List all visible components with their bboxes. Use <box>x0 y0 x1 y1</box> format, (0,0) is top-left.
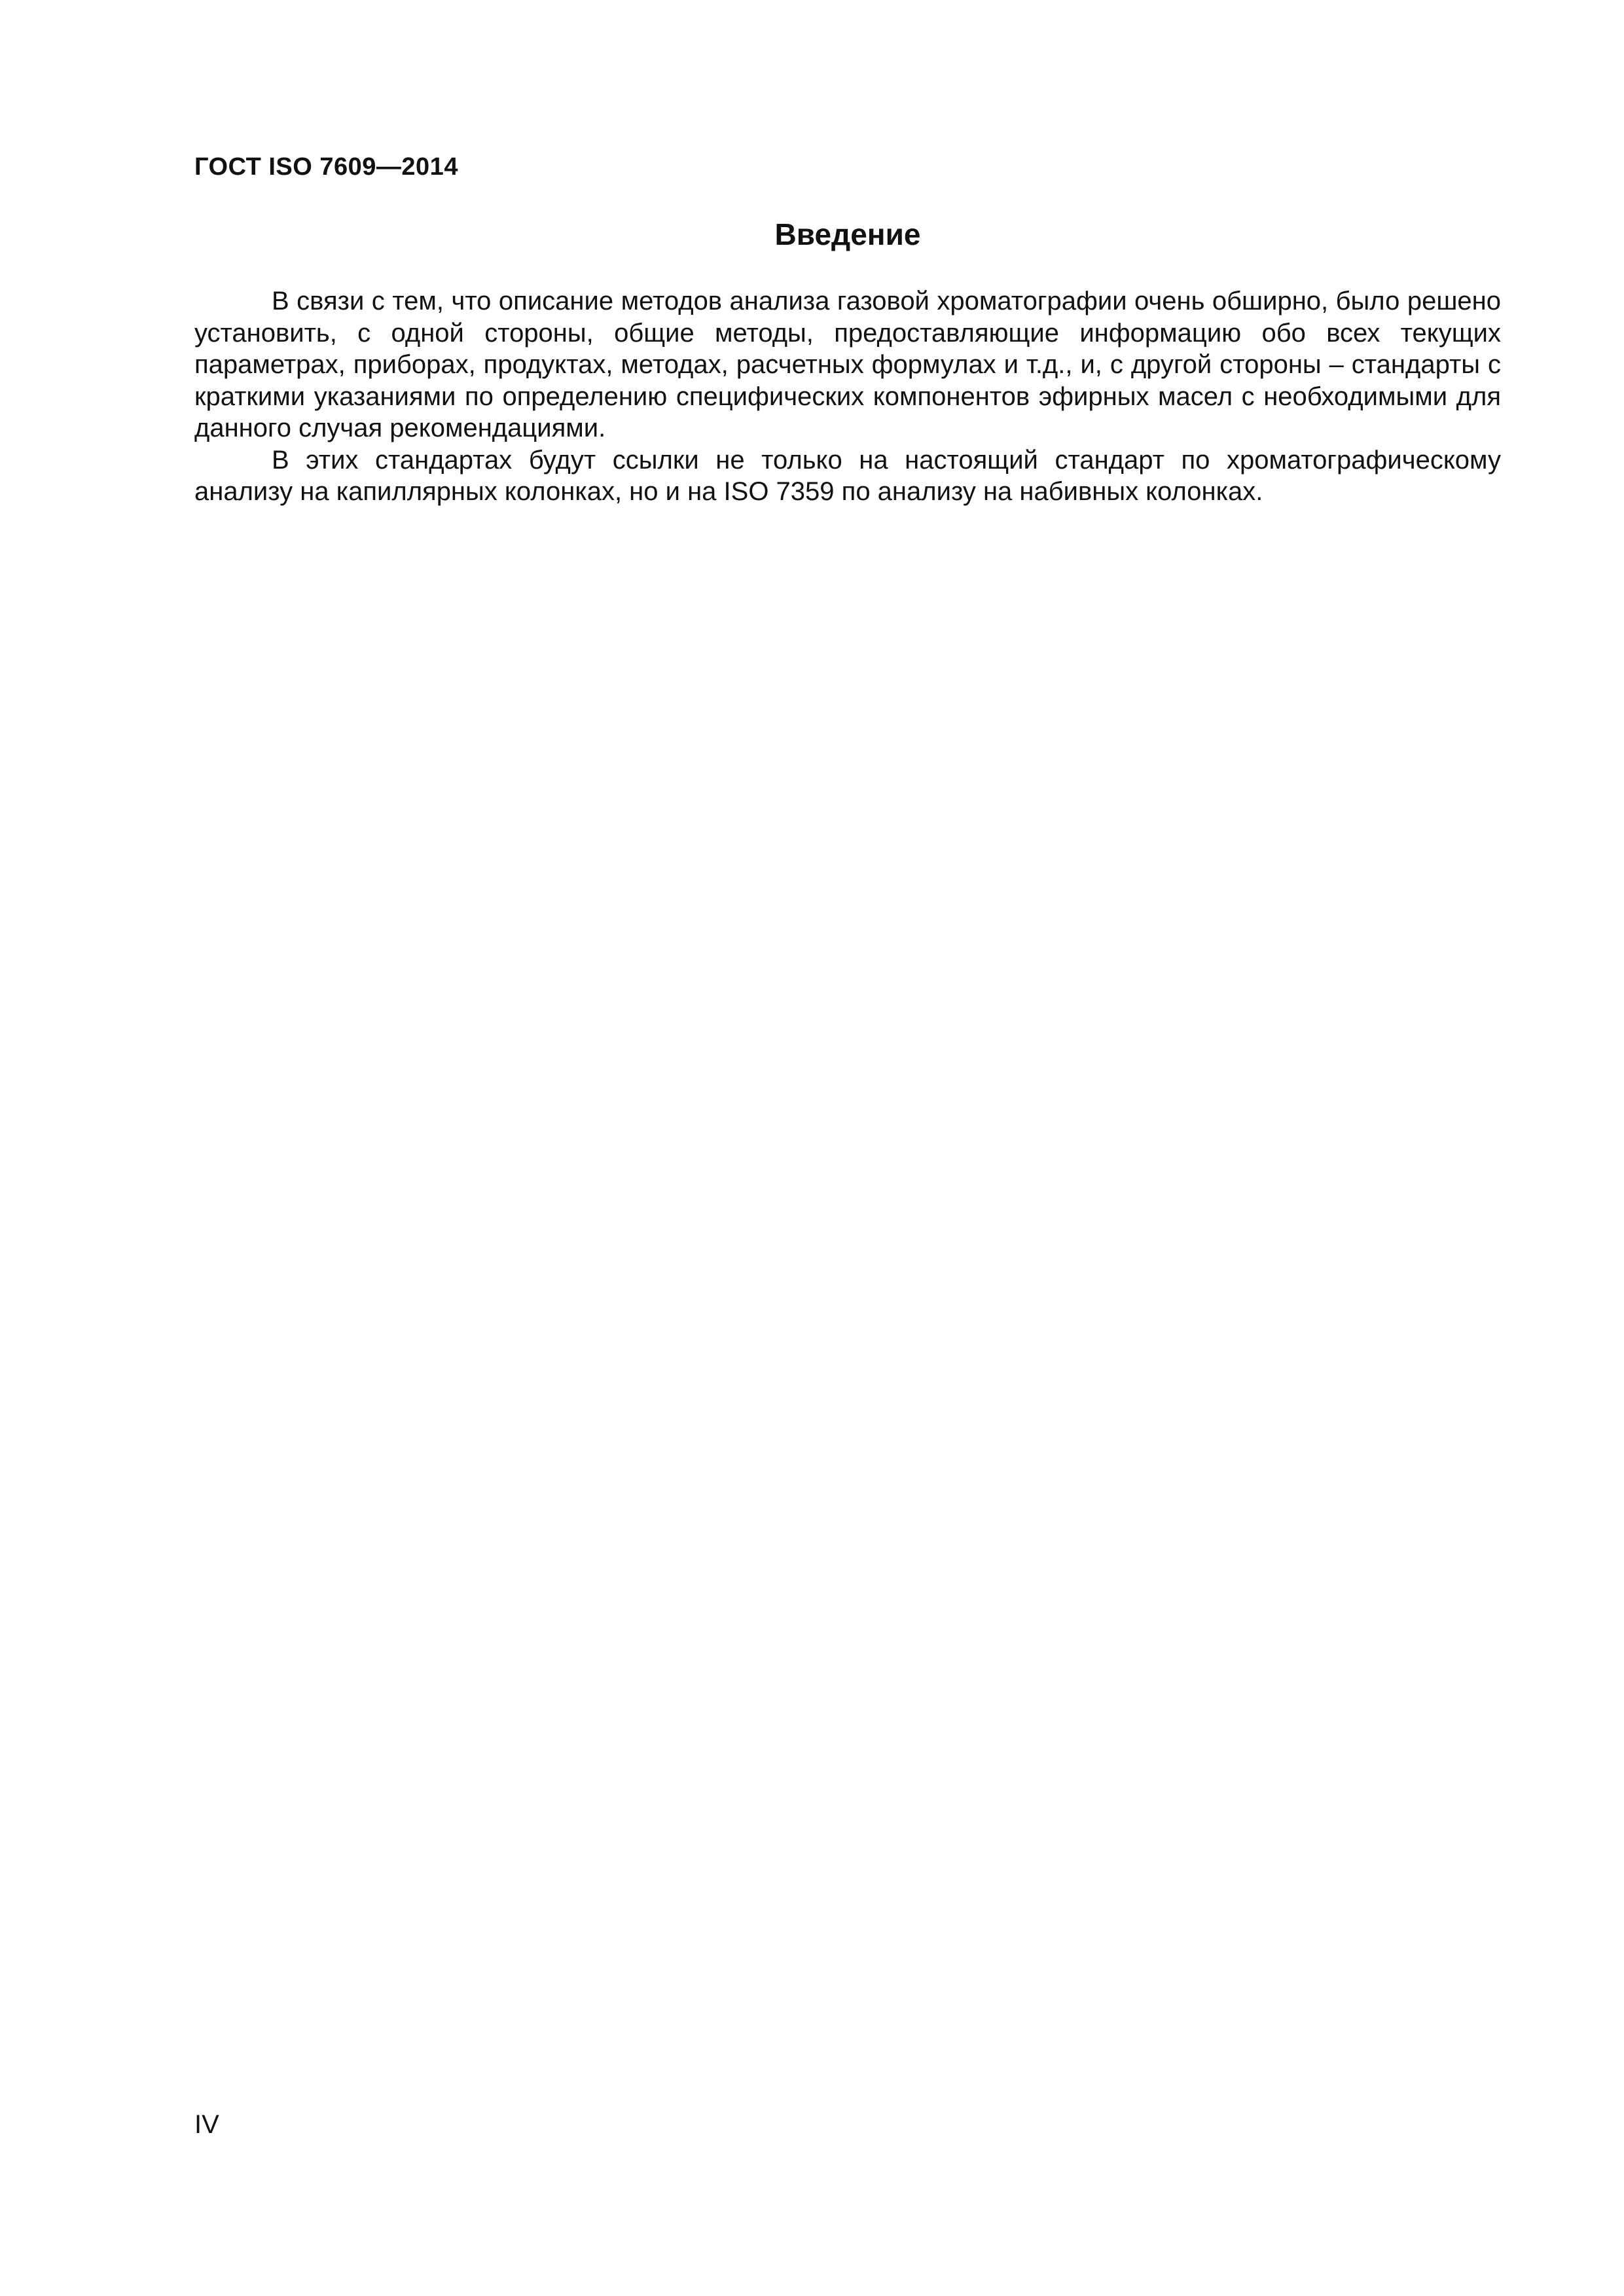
section-title: Введение <box>774 217 921 251</box>
paragraph-2: В этих стандартах будут ссылки не только на настоящий стандарт по хроматографическому анализу на капиллярных колонках, но и на ISO 7359 по анализу на набивных колонках. <box>194 445 1501 506</box>
paragraph-1: В связи с тем, что описание методов анализа газовой хроматографии очень обширно, было решено установить, с одной стороны, общие методы, предоставляющие информацию обо всех текущих параметрах, приборах, продуктах, методах, расчетных формулах и т.д., и, с другой стороны – стандарты с краткими указаниями по определению специфических компонентов эфирных масел с необходимыми для данного случая рекомендациями. <box>194 287 1501 442</box>
document-code-header: ГОСТ ISO 7609—2014 <box>194 153 458 181</box>
page-number: IV <box>194 2110 219 2139</box>
body-text <box>194 285 1501 508</box>
